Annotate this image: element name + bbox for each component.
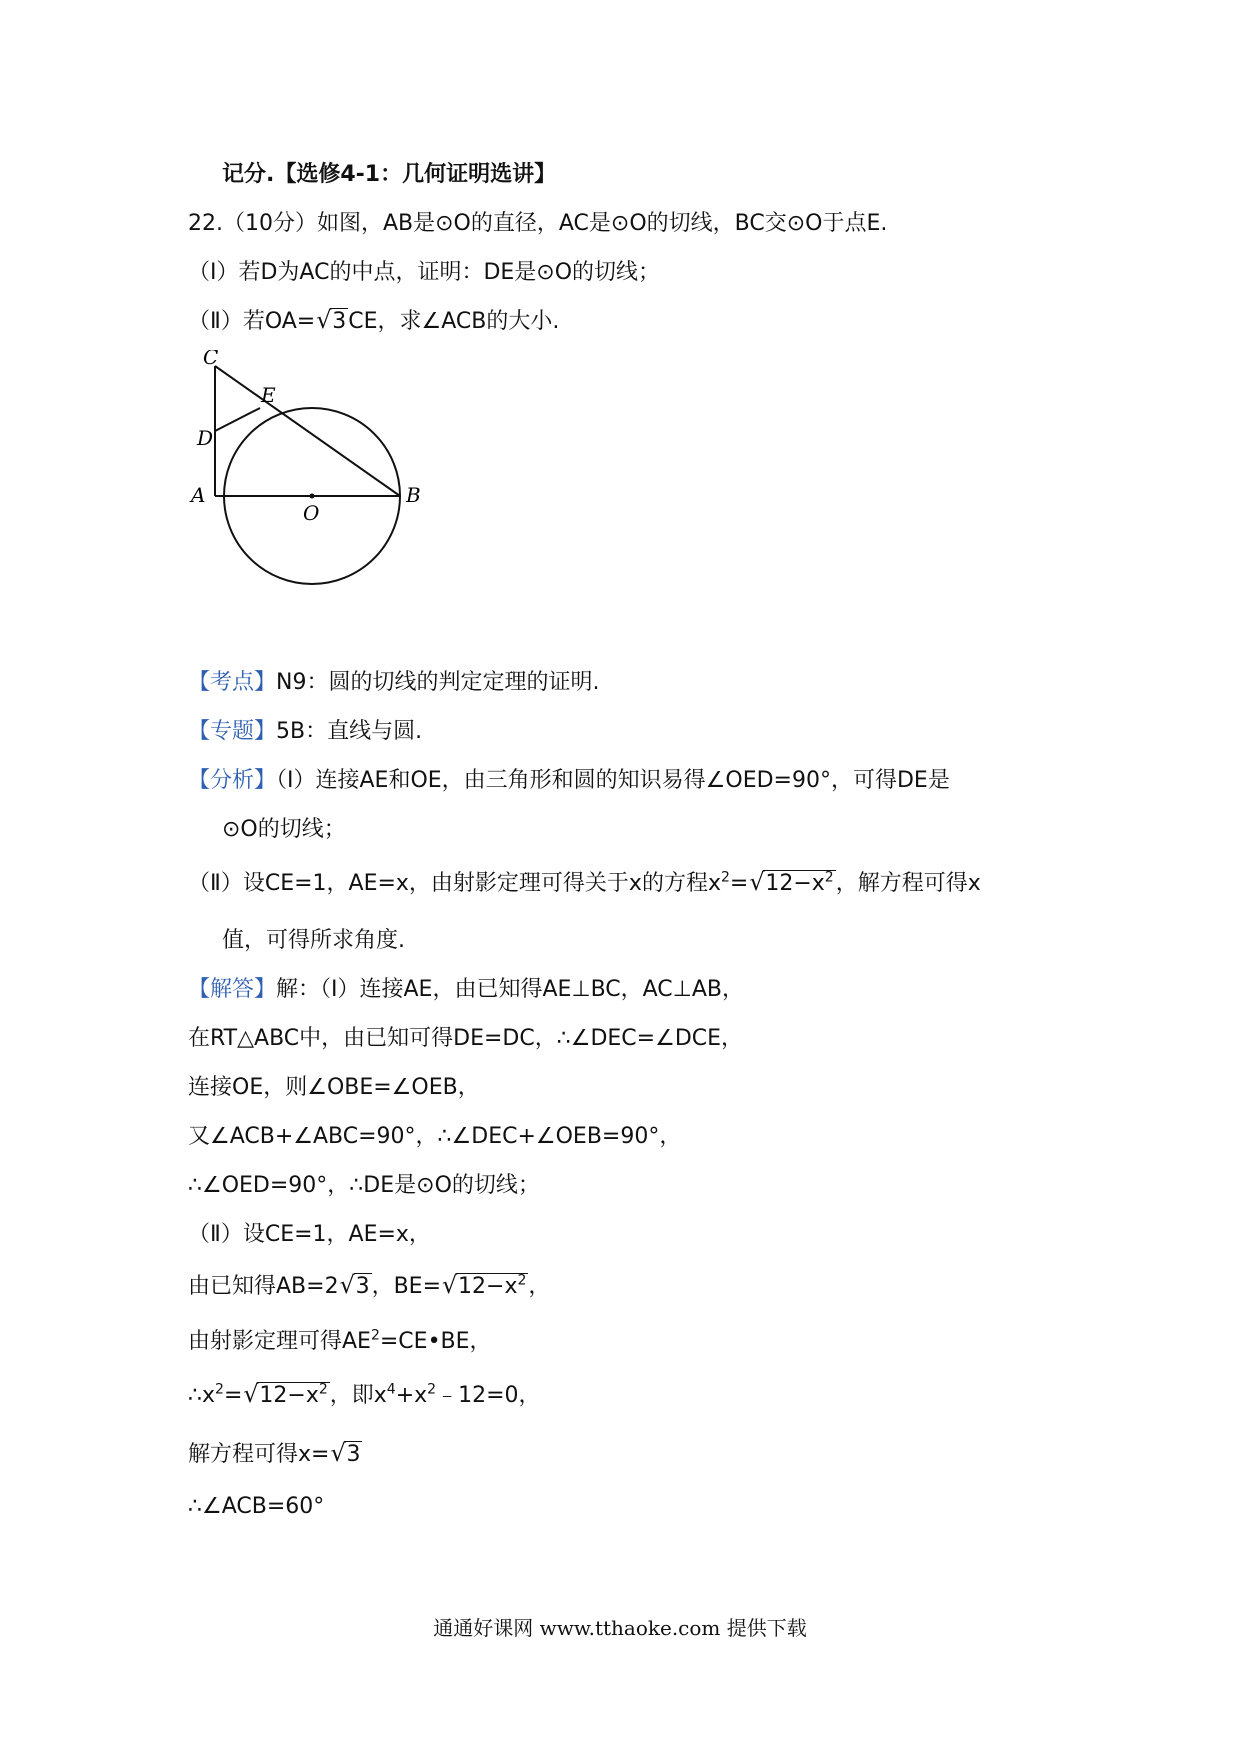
- label-b: B: [406, 483, 421, 507]
- solution-line-11: ∴∠ACB=60°: [188, 1494, 325, 1519]
- fenxi-line-4: 值，可得所求角度.: [222, 928, 405, 953]
- label-o: O: [303, 501, 320, 525]
- solution-line-9: $\therefore x^2=√$ $12-x^2$，即$x^4+x^2﹣12=0$，: [188, 1381, 541, 1411]
- solution-line-5: ∴∠OED=90°，∴DE是⊙O的切线；: [188, 1173, 540, 1198]
- label-c: C: [203, 350, 219, 369]
- solution-line-2: 在RT△ABC中，由已知可得DE=DC，∴∠DEC=∠DCE，: [188, 1026, 744, 1051]
- solution-line-10: 解方程可得x=√ 3: [188, 1440, 362, 1470]
- label-e: E: [261, 383, 276, 407]
- label-a: A: [191, 483, 206, 507]
- zhuanti-tag: 【专题】: [188, 719, 277, 744]
- zhuanti-line: 【专题】5B：直线与圆.: [188, 719, 423, 744]
- sqrt-symbol: √ 3: [316, 307, 348, 337]
- problem-part2: （Ⅱ）若OA=√ 3CE，求∠ACB的大小.: [188, 307, 559, 337]
- fenxi-line-2: ⊙O的切线；: [222, 817, 346, 842]
- solution-line-6: （Ⅱ）设CE=1，AE=x，: [188, 1222, 431, 1247]
- solution-line-3: 连接OE，则∠OBE=∠OEB，: [188, 1075, 480, 1100]
- solution-line-1: 【解答】解：（Ⅰ）连接AE，由已知得AE⊥BC，AC⊥AB，: [188, 977, 744, 1002]
- fenxi-tag: 【分析】: [188, 768, 277, 793]
- kaodian-tag: 【考点】: [188, 670, 277, 695]
- problem-statement: 22.（10分）如图，AB是⊙O的直径，AC是⊙O的切线，BC交⊙O于点E.: [188, 211, 888, 236]
- geometry-figure: [185, 350, 445, 595]
- solution-line-4: 又∠ACB+∠ABC=90°，∴∠DEC+∠OEB=90°，: [188, 1124, 682, 1149]
- solution-line-7: 由已知得AB=2√ 3，BE=√ $12-x^2$，: [188, 1272, 550, 1302]
- jieda-tag: 【解答】: [188, 977, 277, 1002]
- solution-line-8: 由射影定理可得$AE^2=CE•BE$，: [188, 1327, 492, 1354]
- page-footer: 通通好课网 www.tthaoke.com 提供下载: [433, 1616, 807, 1640]
- fenxi-line-1: 【分析】（Ⅰ）连接AE和OE，由三角形和圆的知识易得∠OED=90°，可得DE是: [188, 768, 950, 793]
- fenxi-line-3: （Ⅱ）设CE=1，AE=x，由射影定理可得关于x的方程$x^2=√$ $12-x^2$，解方程可得x: [188, 869, 981, 899]
- kaodian-line: 【考点】N9：圆的切线的判定定理的证明.: [188, 670, 600, 695]
- problem-part1: （Ⅰ）若D为AC的中点，证明：DE是⊙O的切线；: [188, 260, 661, 285]
- segment-de: [215, 408, 260, 431]
- center-point: [310, 494, 315, 499]
- section-header: 记分.【选修4-1：几何证明选讲】: [222, 162, 557, 187]
- label-d: D: [197, 426, 214, 450]
